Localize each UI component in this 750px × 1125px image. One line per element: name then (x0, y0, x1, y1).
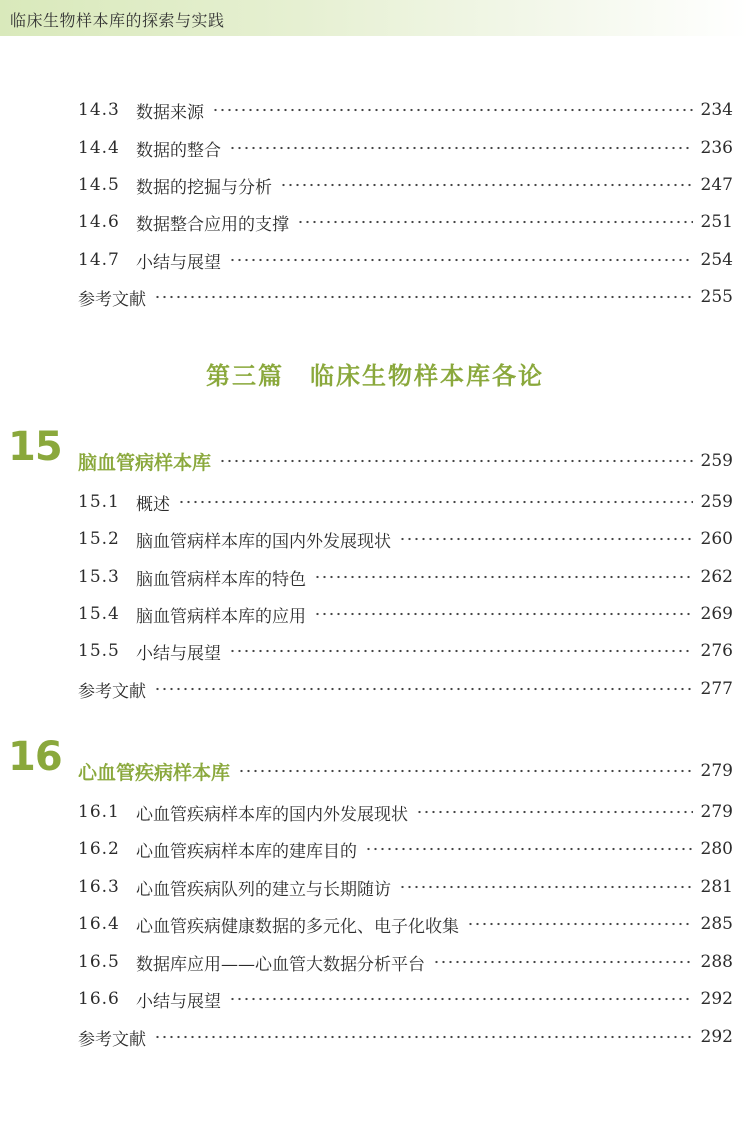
page-number: 254 (700, 250, 733, 270)
section-number: 15.4 (78, 604, 120, 624)
toc-entry[interactable] (78, 247, 733, 273)
chapter-number: 15 (8, 424, 62, 470)
running-header (0, 0, 750, 36)
section-number: 16.4 (78, 914, 120, 934)
page-number: 281 (700, 877, 733, 897)
section-title: 脑血管病样本库的特色 (136, 569, 306, 590)
toc-entry[interactable] (78, 874, 733, 900)
toc-entry[interactable] (78, 949, 733, 975)
section-number: 16.6 (78, 989, 120, 1009)
section-number: 16.3 (78, 877, 120, 897)
toc-entry-references[interactable] (78, 1024, 733, 1050)
leader-dots (314, 612, 693, 616)
toc-entry[interactable] (78, 986, 733, 1012)
section-number: 14.6 (78, 212, 120, 232)
toc-entry-references[interactable] (78, 284, 733, 310)
section-number: 15.3 (78, 567, 120, 587)
toc-entry[interactable] (78, 209, 733, 235)
section-title: 心血管疾病健康数据的多元化、电子化收集 (136, 916, 459, 937)
section-number: 14.3 (78, 100, 120, 120)
page-number: 262 (700, 567, 733, 587)
toc-entry[interactable] (78, 601, 733, 627)
section-title: 参考文献 (78, 289, 146, 310)
section-number: 16.1 (78, 802, 120, 822)
chapter-entry[interactable] (78, 448, 733, 474)
leader-dots (314, 575, 693, 579)
section-title: 概述 (136, 494, 170, 515)
section-title: 数据整合应用的支撑 (136, 214, 289, 235)
chapter-title: 脑血管病样本库 (78, 451, 212, 474)
page-number: 259 (700, 492, 733, 512)
section-title: 数据的挖掘与分析 (136, 177, 272, 198)
section-title: 脑血管病样本库的应用 (136, 606, 306, 627)
leader-dots (154, 687, 693, 691)
toc-entry[interactable] (78, 526, 733, 552)
section-number: 15.5 (78, 641, 120, 661)
page-number: 277 (700, 679, 733, 699)
toc-entry[interactable] (78, 97, 733, 123)
leader-dots (178, 500, 693, 504)
page-number: 279 (700, 761, 733, 781)
toc-entry-references[interactable] (78, 676, 733, 702)
leader-dots (399, 537, 693, 541)
leader-dots (416, 810, 693, 814)
page-number: 280 (700, 839, 733, 859)
leader-dots (154, 1035, 693, 1039)
section-title: 数据库应用——心血管大数据分析平台 (136, 954, 425, 975)
leader-dots (297, 220, 693, 224)
leader-dots (229, 997, 693, 1001)
book-title: 临床生物样本库的探索与实践 (10, 11, 225, 30)
part-heading: 第三篇 临床生物样本库各论 (206, 361, 544, 390)
page-number: 269 (700, 604, 733, 624)
toc-entry[interactable] (78, 564, 733, 590)
page-number: 285 (700, 914, 733, 934)
section-title: 数据的整合 (136, 140, 221, 161)
chapter-title: 心血管疾病样本库 (78, 761, 231, 784)
leader-dots (229, 146, 693, 150)
page-number: 292 (700, 1027, 733, 1047)
leader-dots (219, 459, 693, 463)
section-number: 15.1 (78, 492, 120, 512)
page-number: 279 (700, 802, 733, 822)
leader-dots (154, 295, 693, 299)
leader-dots (433, 960, 693, 964)
page-number: 259 (700, 451, 733, 471)
toc-entry[interactable] (78, 135, 733, 161)
chapter-entry[interactable] (78, 758, 733, 784)
toc-entry[interactable] (78, 172, 733, 198)
leader-dots (238, 769, 693, 773)
page-number: 255 (700, 287, 733, 307)
section-title: 小结与展望 (136, 643, 221, 664)
section-title: 小结与展望 (136, 252, 221, 273)
section-title: 心血管疾病样本库的国内外发展现状 (136, 804, 408, 825)
page-number: 234 (700, 100, 733, 120)
page-number: 247 (700, 175, 733, 195)
toc-entry[interactable] (78, 911, 733, 937)
section-title: 参考文献 (78, 681, 146, 702)
section-number: 15.2 (78, 529, 120, 549)
section-title: 脑血管病样本库的国内外发展现状 (136, 531, 391, 552)
toc-entry[interactable] (78, 799, 733, 825)
section-number: 16.2 (78, 839, 120, 859)
leader-dots (229, 649, 693, 653)
section-title: 参考文献 (78, 1029, 146, 1050)
leader-dots (280, 183, 693, 187)
leader-dots (467, 922, 693, 926)
leader-dots (365, 847, 693, 851)
page-number: 276 (700, 641, 733, 661)
chapter-number: 16 (8, 734, 62, 780)
section-number: 14.4 (78, 138, 120, 158)
section-title: 心血管疾病队列的建立与长期随访 (136, 879, 391, 900)
section-number: 16.5 (78, 952, 120, 972)
section-title: 数据来源 (136, 102, 204, 123)
toc-entry[interactable] (78, 836, 733, 862)
toc-entry[interactable] (78, 638, 733, 664)
toc-entry[interactable] (78, 489, 733, 515)
section-title: 小结与展望 (136, 991, 221, 1012)
leader-dots (212, 108, 693, 112)
page-number: 260 (700, 529, 733, 549)
page-number: 292 (700, 989, 733, 1009)
section-title: 心血管疾病样本库的建库目的 (136, 841, 357, 862)
leader-dots (229, 258, 693, 262)
leader-dots (399, 885, 693, 889)
page-number: 251 (700, 212, 733, 232)
page-number: 236 (700, 138, 733, 158)
page-number: 288 (700, 952, 733, 972)
section-number: 14.5 (78, 175, 120, 195)
section-number: 14.7 (78, 250, 120, 270)
